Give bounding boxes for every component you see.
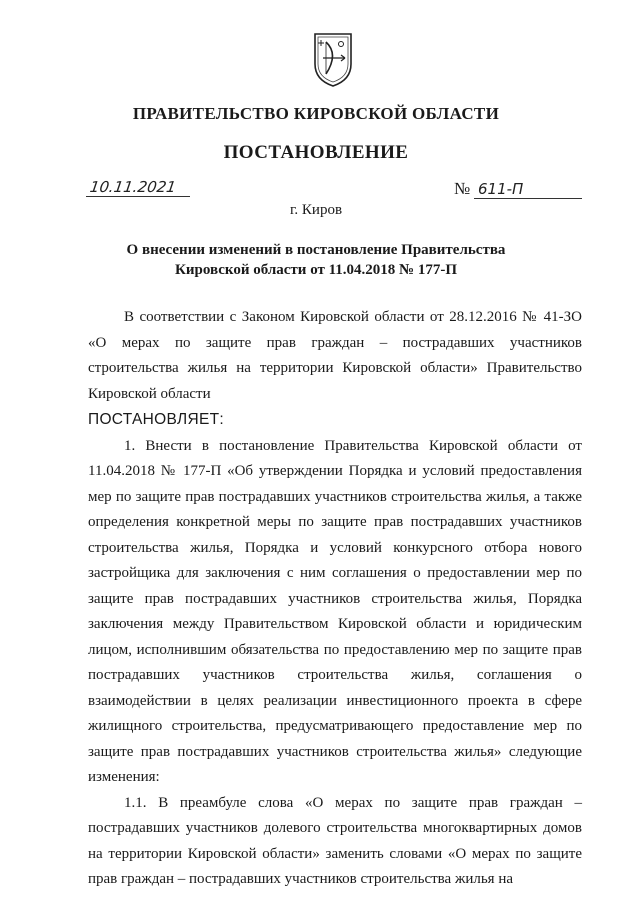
- decree-word: [88, 407, 582, 434]
- coat-of-arms: [309, 28, 357, 90]
- city: г. Киров: [289, 202, 343, 218]
- number-underline: [474, 198, 582, 199]
- coat-of-arms-icon: [309, 28, 357, 90]
- document-date: 10.11.2021: [88, 178, 178, 196]
- decree-word-text: ПОСТАНОВЛЯЕТ:: [88, 411, 224, 428]
- document-number: 611-П: [478, 180, 524, 198]
- number-sign: №: [454, 179, 471, 198]
- document-body: [88, 305, 582, 893]
- date-underline: [86, 196, 190, 197]
- subject-line-1: О внесении изменений в постановление Правительства: [126, 242, 506, 258]
- government-name: ПРАВИТЕЛЬСТВО КИРОВСКОЙ ОБЛАСТИ: [132, 104, 500, 123]
- item-1-paragraph: 1. Внести в постановление Правительства Кировской области от 11.04.2018 № 177-П «Об утверждении Порядка и условий предоставления мер по защите прав пострадавших участников строительства жилья, а также определения конкретной меры по защите прав пострадавших участников строительства жилья, Порядка и условий конкурсного отбора нового застройщика для заключения с ним соглашения о предоставлении мер по защите прав пострадавших участников строительства жилья, Порядка заключения между Правительством Кировской области и юридическим лицом, исполнившим обязательства по предоставлению мер по защите прав пострадавших участников строительства жилья, соглашения о взаимодействии в целях реализации инвестиционного проекта в сфере жилищного строительства, предусматривающего предоставление мер по защите прав пострадавших участников строительства жилья» следующие изменения:: [88, 437, 582, 785]
- preamble-paragraph: В соответствии с Законом Кировской области от 28.12.2016 № 41-ЗО «О мерах по защите прав граждан – пострадавших участников строительства жилья на территории Кировской области» Правительство Кировской области: [88, 309, 582, 402]
- subject-line-2: Кировской области от 11.04.2018 № 177-П: [174, 262, 458, 278]
- document-subject: [0, 240, 632, 280]
- document-type-title: ПОСТАНОВЛЕНИЕ: [223, 142, 409, 163]
- item-1-1-paragraph: 1.1. В преамбуле слова «О мерах по защите прав граждан – пострадавших участников долевого строительства многоквартирных домов на территории Кировской области» заменить словами «О мерах по защите прав граждан – пострадавших участников строительства жилья на: [88, 794, 582, 887]
